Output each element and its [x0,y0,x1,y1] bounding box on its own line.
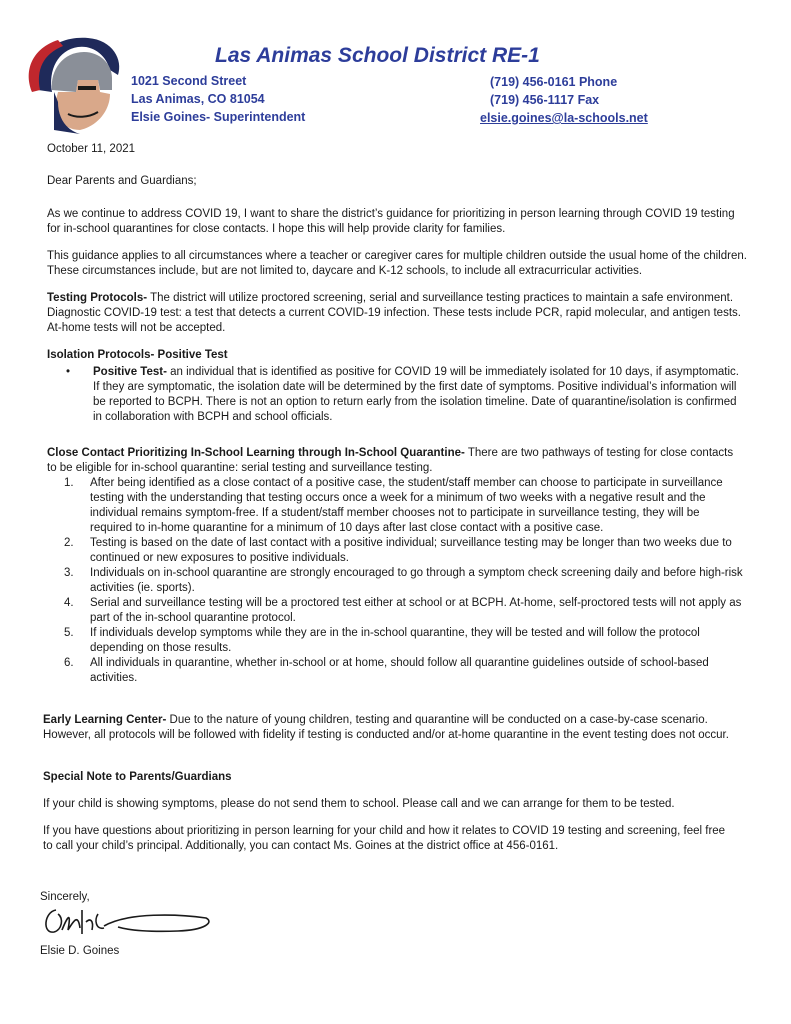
signature-icon [38,900,213,942]
paragraph-intro: As we continue to address COVID 19, I want to share the district’s guidance for prioritizing in person learning through COVID 19 testing for in-school quarantines for close contacts. I hope this will help provide clarity for families. [47,208,735,235]
contact-block [480,73,648,127]
paragraph-testing [47,291,747,336]
list-item: 5. If individuals develop symptoms while they are in the in-school quarantine, they will be tested and will follow the protocol depending on those results. [64,627,700,654]
list-item: 1. After being identified as a close contact of a positive case, the student/staff member can choose to participate in surveillance testing with the understanding that testing occurs once a week for a minimum of two weeks with a negative result and the individual remains symptom-free. If a student/staff member chooses not to participate in surveillance testing, they will be required to in-home quarantine for a minimum of 10 days after last close contact with a positive case. [64,477,723,534]
paragraph-scope: This guidance applies to all circumstances where a teacher or caregiver cares for multiple children outside the usual home of the children. These circumstances include, but are not limited to, daycare and K-12 schools, to include all extracurricular activities. [47,250,747,277]
signer-name: Elsie D. Goines [40,945,120,957]
testing-heading: Testing Protocols- [47,292,148,304]
list-item: 6. All individuals in quarantine, whether in-school or at home, should follow all quarantine guidelines outside of school-based activities. [64,657,709,684]
phone-line: (719) 456-0161 Phone [490,75,618,89]
positive-text: an individual that is identified as positive for COVID 19 will be immediately isolated for 10 days, if asymptomatic. If they are symptomatic, the isolation date will be determined by the first date of symptoms. Positive individual’s information will be reported to BCPH. There is not an option to return early from the isolation timeline. Date of quarantine/isolation is confirmed in collaboration with BCPH and school officials. [93,366,739,423]
spartan-logo-icon [18,30,126,136]
elc-heading: Early Learning Center- [43,714,167,726]
paragraph-questions: If you have questions about prioritizing in person learning for your child and how it relates to COVID 19 testing and screening, feel free to call your child’s principal. Additionally, you can contact Ms. Goines at the district office at 456-0161. [43,825,726,852]
address-block [131,72,305,126]
bullet-icon: • [66,366,71,378]
superintendent-line: Elsie Goines- Superintendent [131,110,306,124]
address-line1: 1021 Second Street [131,74,247,88]
list-item: 4. Serial and surveillance testing will be a proctored test either at school or at BCPH. At-home, self-proctored tests will not apply as part of the in-school quarantine protocol. [64,597,742,624]
close-text: There are two pathways of testing for close contacts to be eligible for in-school quarantine: serial testing and surveillance testing. [47,447,734,474]
paragraph-elc [43,713,743,743]
close-heading: Close Contact Prioritizing In-School Learning through In-School Quarantine- [47,447,465,459]
fax-line: (719) 456-1117 Fax [490,93,600,107]
list-item: 2. Testing is based on the date of last contact with a positive individual; surveillance testing may be longer than two weeks due to continued or new exposures to positive individuals. [64,537,732,564]
paragraph-close-contact [47,446,742,476]
greeting: Dear Parents and Guardians; [47,175,197,187]
special-note-heading: Special Note to Parents/Guardians [43,771,232,783]
paragraph-special: If your child is showing symptoms, please do not send them to school. Please call and we can arrange for them to be tested. [43,798,675,810]
paragraph-positive [93,365,743,425]
list-item: 3. Individuals on in-school quarantine are strongly encouraged to go through a symptom check screening daily and before high-risk activities (ie. sports). [64,567,743,594]
email-link[interactable]: elsie.goines@la-schools.net [480,111,648,125]
testing-text: The district will utilize proctored screening, serial and surveillance testing practices to maintain a safe environment. Diagnostic COVID-19 test: a test that detects a current COVID-19 infection. These tests include PCR, rapid molecular, and antigen tests. At-home tests will not be accepted. [47,292,741,334]
address-line2: Las Animas, CO 81054 [131,92,265,106]
elc-text: Due to the nature of young children, testing and quarantine will be conducted on a case-by-case scenario. However, all protocols will be followed with fidelity if testing is conducted and/or at-home quarantine in the event testing does not occur. [43,714,729,741]
quarantine-list [64,476,744,686]
letter-date: October 11, 2021 [47,143,136,155]
closing: Sincerely, [40,891,90,903]
district-title: Las Animas School District RE-1 [215,44,540,67]
isolation-heading: Isolation Protocols- Positive Test [47,349,228,361]
positive-heading: Positive Test- [93,366,167,378]
